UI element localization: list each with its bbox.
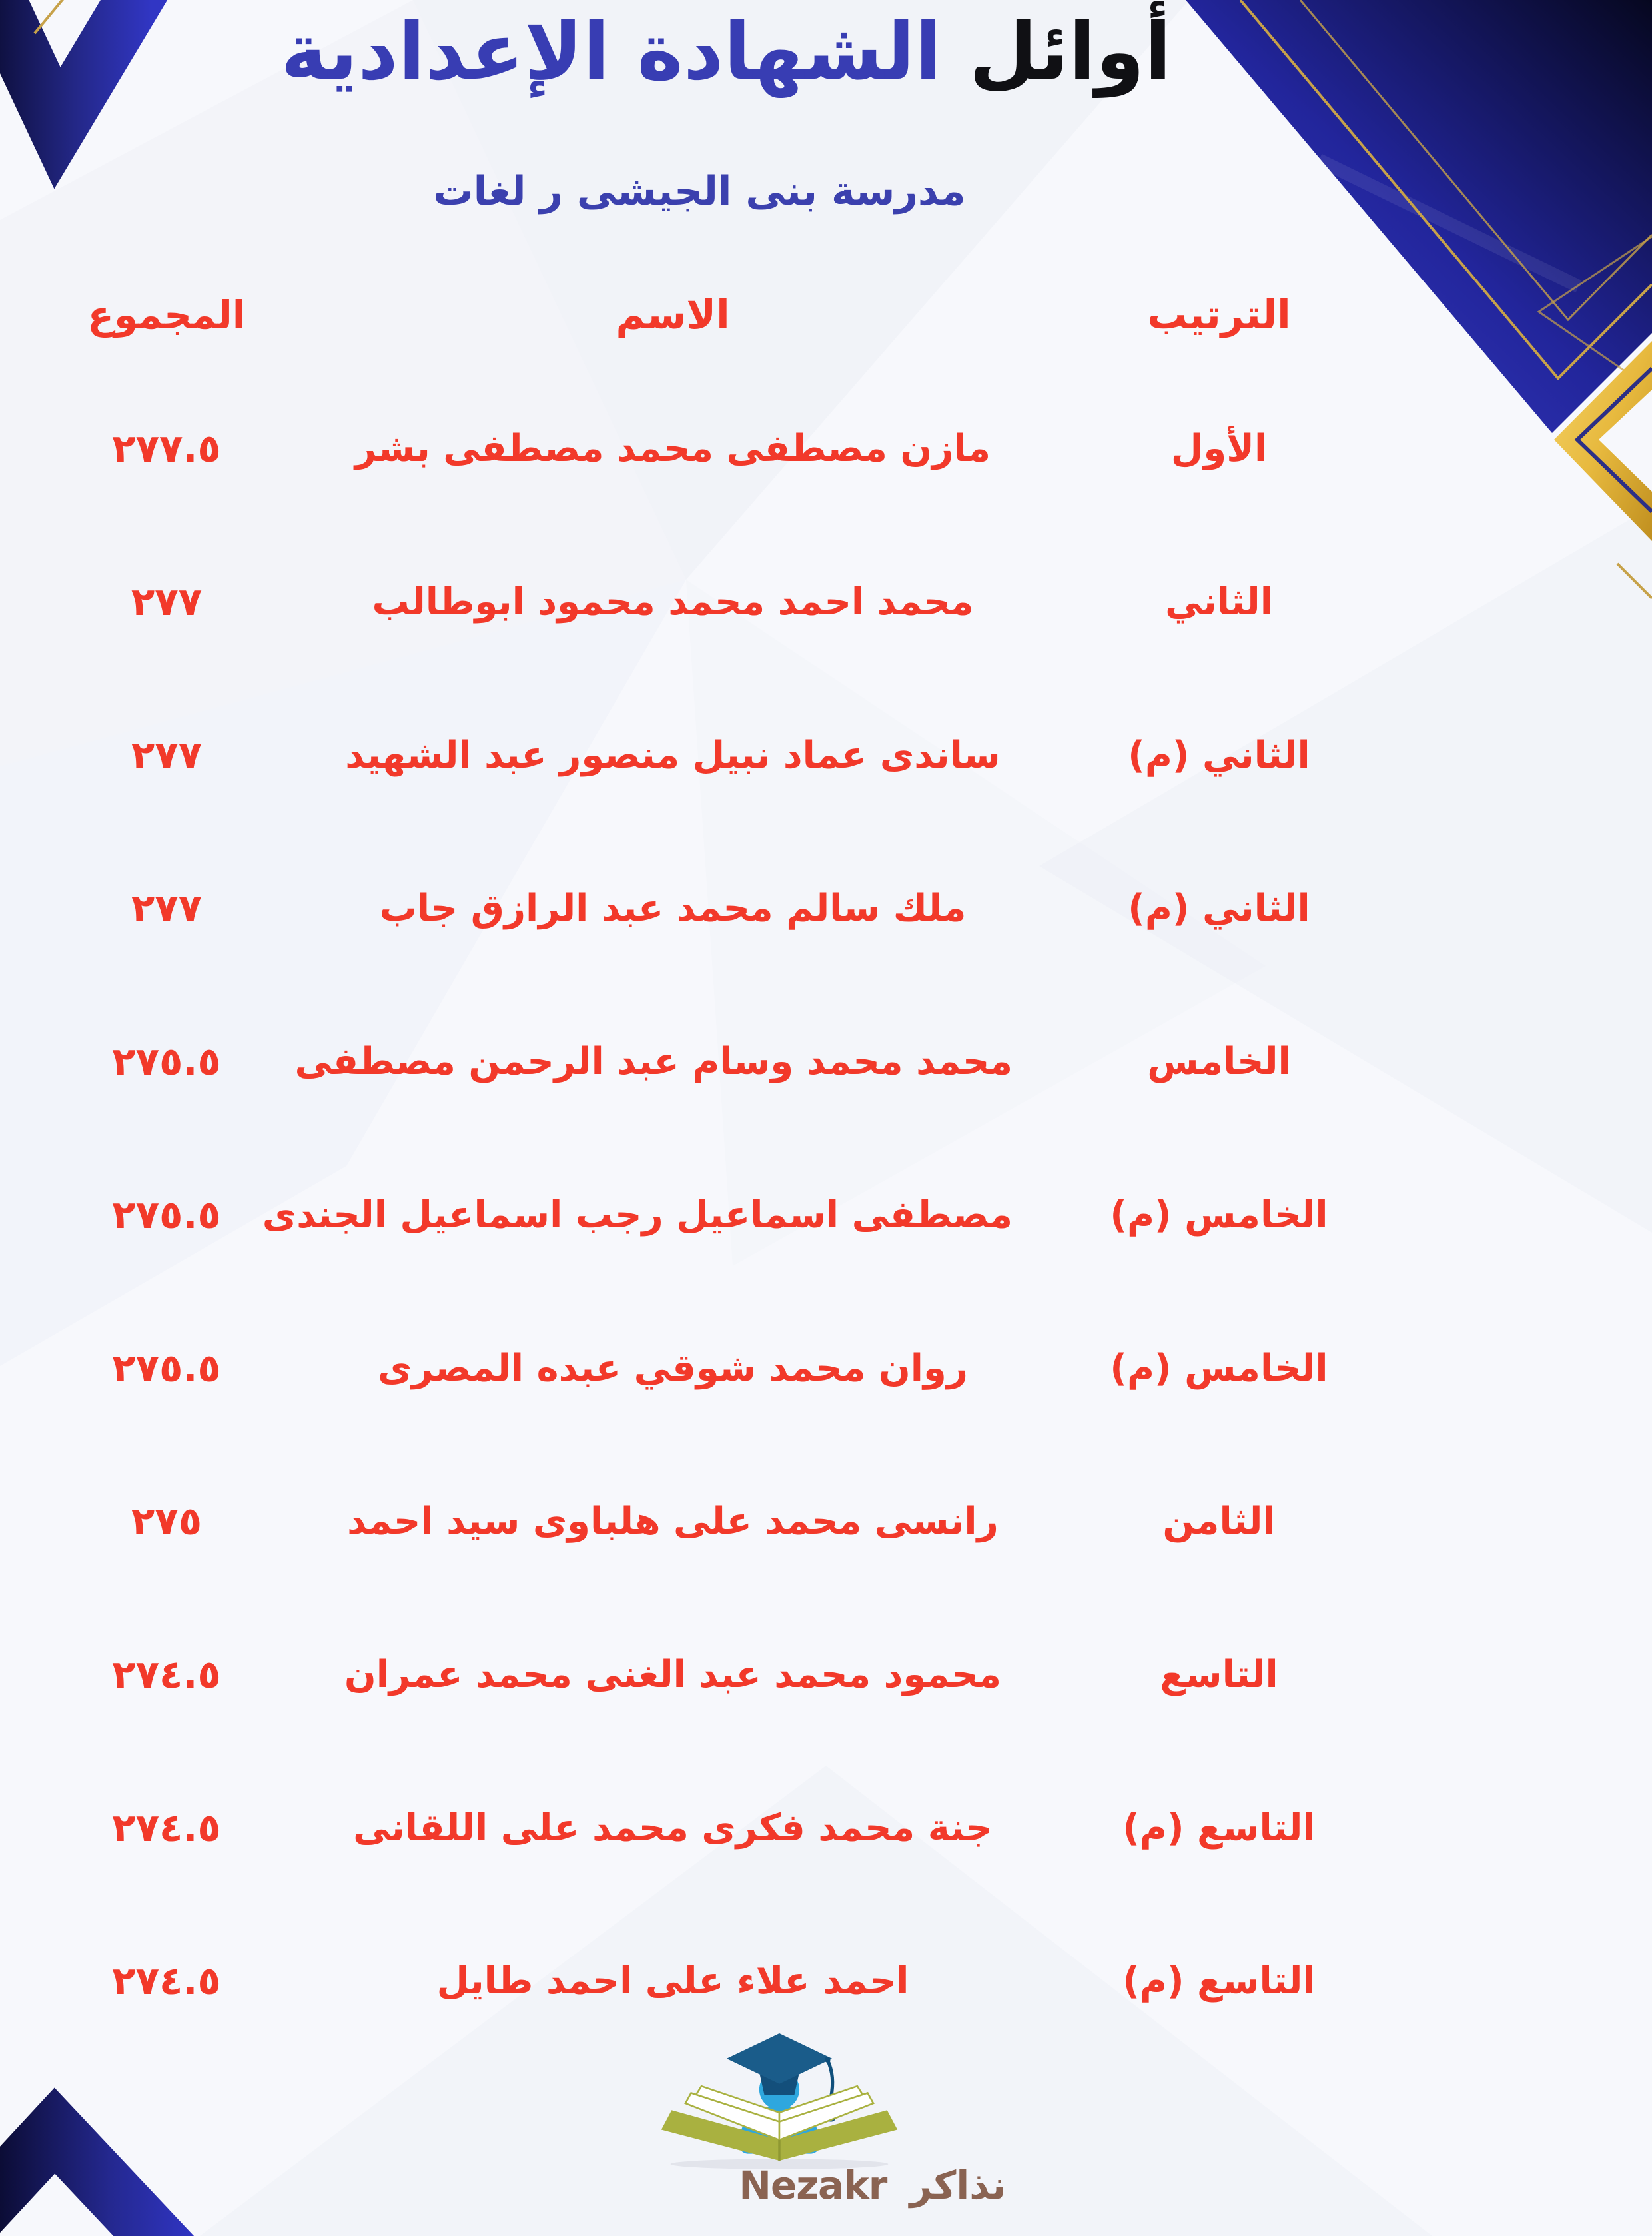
name-cell: مصطفى اسماعيل رجب اسماعيل الجندى (262, 1193, 1013, 1237)
table-row (0, 1444, 1652, 1598)
name-cell: احمد علاء على احمد طايل (436, 1959, 909, 2003)
graduate-book-logo-icon (620, 2025, 939, 2169)
rank-cell: الثاني (م) (1128, 886, 1310, 930)
rank-cell: الخامس (1147, 1039, 1291, 1083)
name-cell: ساندى عماد نبيل منصور عبد الشهيد (345, 733, 1001, 777)
title-rest: الشهادة الإعدادية (280, 5, 942, 97)
name-cell: روان محمد شوقي عبده المصرى (377, 1346, 969, 1390)
table-row (0, 985, 1652, 1138)
total-cell: ٢٧٥.٥ (112, 1039, 221, 1084)
total-cell: ٢٧٧ (131, 579, 203, 624)
table-row (0, 832, 1652, 985)
logo-latin-text: Nezakr (739, 2163, 887, 2208)
page-title (0, 5, 1652, 97)
rank-cell: التاسع (1160, 1652, 1278, 1696)
name-cell: ملك سالم محمد عبد الرازق جاب (379, 886, 967, 930)
total-cell: ٢٧٥.٥ (112, 1345, 221, 1391)
name-cell: محمد احمد محمد محمود ابوطالب (372, 580, 974, 624)
header-name: الاسم (616, 292, 730, 338)
table-header-row (0, 259, 1652, 372)
table-row (0, 372, 1652, 525)
table-row (0, 1138, 1652, 1291)
table-row (0, 678, 1652, 832)
rank-cell: التاسع (م) (1122, 1959, 1316, 2003)
total-cell: ٢٧٤.٥ (112, 1958, 221, 2003)
rank-cell: الثامن (1162, 1499, 1276, 1543)
name-cell: رانسى محمد على هلباوى سيد احمد (347, 1499, 999, 1543)
results-table (0, 259, 1652, 2057)
logo-arabic-text: نذاكر (909, 2163, 1007, 2208)
rank-cell: الثاني (1165, 580, 1273, 624)
rank-cell: الخامس (م) (1110, 1346, 1328, 1390)
header-rank: الترتيب (1147, 292, 1291, 338)
name-cell: محمود محمد عبد الغنى محمد عمران (344, 1652, 1002, 1696)
rank-cell: الأول (1170, 426, 1268, 470)
name-cell: جنة محمد فكرى محمد على اللقانى (353, 1806, 993, 1850)
rank-cell: الثاني (م) (1128, 733, 1310, 777)
total-cell: ٢٧٥.٥ (112, 1192, 221, 1237)
table-row (0, 1598, 1652, 1751)
total-cell: ٢٧٧ (131, 885, 203, 931)
title-first-word: أوائل (969, 5, 1172, 97)
total-cell: ٢٧٤.٥ (112, 1805, 221, 1850)
header-total: المجموع (87, 292, 246, 338)
rank-cell: الخامس (م) (1110, 1193, 1328, 1237)
logo-wordmark (0, 2163, 1652, 2208)
table-row (0, 1291, 1652, 1444)
name-cell: محمد محمد وسام عبد الرحمن مصطفى (294, 1039, 1013, 1083)
name-cell: مازن مصطفى محمد مصطفى بشر (354, 426, 991, 470)
total-cell: ٢٧٥ (131, 1498, 203, 1544)
table-row (0, 525, 1652, 678)
table-row (0, 1751, 1652, 1904)
table-body (0, 372, 1652, 2057)
total-cell: ٢٧٧.٥ (112, 426, 221, 471)
total-cell: ٢٧٧ (131, 732, 203, 778)
rank-cell: التاسع (م) (1122, 1806, 1316, 1850)
school-name: مدرسة بنى الجيشى ر لغات (433, 168, 966, 215)
total-cell: ٢٧٤.٥ (112, 1652, 221, 1697)
